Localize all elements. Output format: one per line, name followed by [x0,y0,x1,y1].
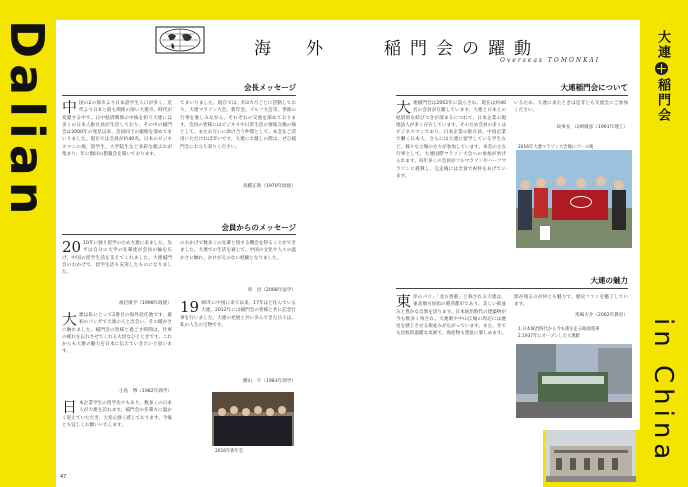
member-sign-5: 横山 宇（1983年商学） [242,379,296,384]
appeal-photo-caption-2: 2.1937年にオープンした大連駅 [518,334,580,339]
top-yellow-band [56,0,688,20]
member-text-5-body: 95年に中国に来て以来、17年ほど住んでいる大連。2012年には稲門会の皆様と共に記念行事を行いました。大連の発展と共に歩んできた日々は、私の人生の宝物です。 [180,301,296,328]
member-dropcap-5: 19 [180,300,200,316]
left-photo-caption: 2016年新年会 [215,449,244,454]
about-rule [396,95,628,96]
member-text-4: のおかげで数多くの先輩と接する機会を得ることができました。大連での生活を通じて、中国の文化や人々の温かさに触れ、かけがえのない経験となりました。 [180,241,296,261]
member-heading: 会員からのメッセージ [221,223,296,232]
about-text-a-body: 連稲門会は2002年に設立され、現在は約40名の会員が在籍しています。大連と日本との経済的な結びつきが深まるにつれて、日本企業の現地法人が多く存在しています。そのため会員の多くはビジネスマンであり、日本企業の駐在員、中国企業で働く日本人、さらには大連に留学している学生など、様々な立場の方々が参加しています。本会の主な行事として、大連国際マラソン大会への参加が挙げられます。毎年多くの会員がフルマラソンやハーフマラソンに挑戦し、完走後には全員で祝杯をあげています。 [396,101,506,179]
appeal-heading: 大連の魅力 [590,276,628,285]
about-dropcap: 大 [396,100,412,116]
chairman-dropcap: 中 [62,100,78,116]
page-number: 47 [60,474,67,480]
dalian-vertical-title: 大連 [655,30,670,60]
world-map-icon [150,26,210,54]
appeal-text-b: 影が残るのが何とも魅力で、歴史ファンを魅了しています。 [514,295,628,308]
appeal-signature: 馬場大介（2002年教育） [574,313,628,318]
appeal-rule [396,288,628,289]
member-text-2 [62,312,172,388]
member-text-1-body: 10年に独り留学のため大連に来ました。先ずは自分の大学の先輩達が会員の輪を広げ、中国の留学生活を支えてくれました。大連稲門会のおかげで、留学生活も充実したものになりました。 [62,241,172,276]
new-year-party-photo [212,392,294,446]
member-sign-4: 刈 昌（2008年法学） [247,288,296,293]
about-signature: 故事長 山崎敏彦（1991年理工） [556,125,628,130]
chairman-text-a-body: 国の2の都市より日本語学生人口が多く、近代より日本と最も関係の深い大連市。時代が変遷する中で、日中経済関係の中核を担う大連には多くの日本人駐在員が生活しており、その中の稲門会は2000年の発足以来、会員同士の親睦を深めてまいりました。現在では会員が約40名。日本のビジネスマンの他、留学生、大学院生など多彩な顔ぶれが集まり、年に数回の懇親会を開いております。 [62,101,172,158]
about-photo-caption: 2016年大連マラソン大会後にゴール後 [518,145,594,150]
chairman-text-b: てまいりました。現在では、約3カ月ごとに活動しており、大連マラソン大会、新年会、ゴルフ大会等、季節の行事を楽しみながら、それぞれの交流を深めております。会員の皆様にはビジネスや日常生活の情報交換の場として、またお互いに助け合う仲間として、本会をご活用いただければ幸いです。大連にお越しの際は、ぜひ稲門会にお立ち寄りください。 [180,101,296,150]
marathon-group-photo [516,150,632,248]
appeal-text-a-body: 洋のパリ」「北方香港」と称される大連は、東北地方屈指の港湾都市であり、美しい街並みと豊かな自然を誇ります。日本統治時代の建築物が今も数多く残され、大連駅や中山広場の周辺には歴史を感じさせる街並みが広がっています。また、冬でも比較的温暖な気候で、海産物も豊富に楽しめます。 [396,295,506,337]
dalian-vertical-word: Dalian [0,20,54,221]
waseda-emblem-icon [655,62,668,75]
member-dropcap-1: 20 [62,240,82,256]
appeal-dropcap: 東 [396,294,412,310]
member-text-2-body: 連は私にとって2番目の海外赴任地です。最初のパンガで大連の人と出会い、その暖かさに触れました。稲門会の皆様と過ごす時間は、仕事の疲れを忘れさせてくれる大切なひとときです。これからも大連の魅力を日本に伝えていきたいと思います。 [62,313,172,355]
member-text-3-body: 本企業学生の留学先でもあり、数多くの日本人が大連を訪れます。稲門会の先輩方に温かく迎えていただき、大変心強く感じております。今後とも宜しくお願いいたします。 [62,401,172,428]
chairman-signature: 高橋正和（1970年政経） [242,184,296,189]
header-title-left: 海 外 [254,39,332,59]
about-text-a [396,100,506,270]
in-china-vertical-word: in China [648,318,678,465]
appeal-text-a [396,294,506,444]
tomonkai-vertical-title: 稲門会 [655,78,670,123]
member-text-5 [180,300,296,372]
appeal-photo-caption-1: 1.日本統治時代から今も街を走る路面電車 [518,327,600,332]
member-sign-2: 小島 博（1982年商学） [118,389,172,394]
about-text-b: いるため、大連に来たときは是非とも交流会にご参加ください。 [514,101,628,114]
member-text-3 [62,400,172,450]
about-heading: 大連稲門会について [560,83,628,92]
member-dropcap-3: 日 [62,400,78,416]
member-text-1 [62,240,172,298]
header-title-right: 稲門会の躍動 [384,39,540,59]
header-subtitle: Overseas TOMONKAI [500,57,601,64]
chairman-rule [62,95,296,96]
member-rule [62,234,296,235]
dalian-station-photo [546,430,636,482]
chairman-text-a [62,100,172,192]
member-sign-1: 渡辺康平（1998年政経） [118,301,172,306]
tram-photo [516,344,632,418]
chairman-heading: 会長メッセージ [243,83,296,92]
member-dropcap-2: 大 [62,312,78,328]
